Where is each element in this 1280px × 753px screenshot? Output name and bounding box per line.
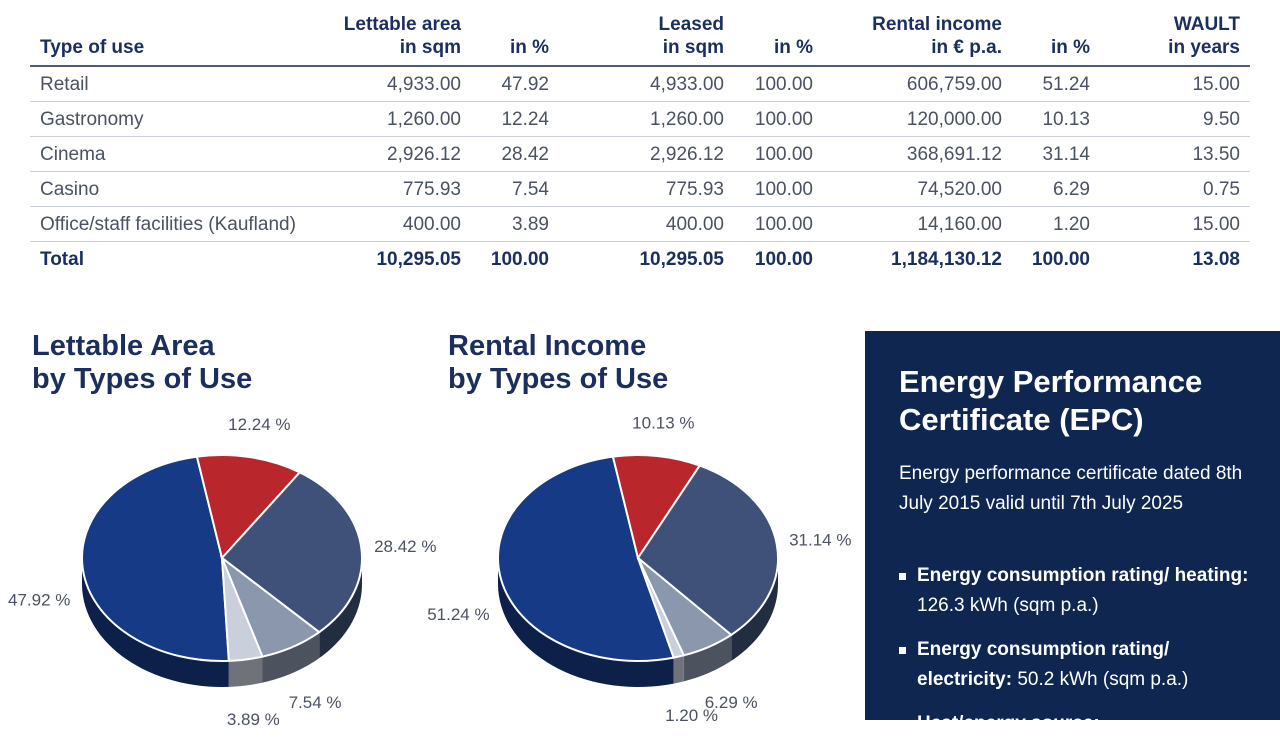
cell-rental-income: 14,160.00: [917, 214, 1002, 235]
header-wault-line2: in years: [1168, 37, 1240, 58]
cell-lettable-area: 10,295.05: [376, 249, 461, 270]
table-row: [30, 172, 1250, 207]
cell-wault: 0.75: [1203, 179, 1240, 200]
tenancy-table: [30, 14, 1250, 277]
header-rental-income-line1: Rental income: [872, 14, 1002, 35]
epc-panel: [865, 331, 1280, 734]
epc-item-electricity: [899, 635, 1269, 695]
cell-leased-pct: 100.00: [754, 109, 813, 130]
cell-leased: 775.93: [665, 179, 724, 200]
cell-leased-pct: 100.00: [754, 214, 813, 235]
epc-item-electricity-value: 50.2 kWh (sqm p.a.): [1017, 669, 1189, 690]
cell-income-pct: 100.00: [1031, 249, 1090, 270]
table-row: [30, 137, 1250, 172]
pie-side-office: [674, 655, 684, 683]
pie-label-retail: 47.92 %: [8, 590, 71, 610]
cell-area-pct: 12.24: [501, 109, 549, 130]
epc-title-line2: Certificate (EPC): [899, 402, 1144, 437]
cell-wault: 13.08: [1192, 249, 1240, 270]
cell-leased: 2,926.12: [650, 144, 724, 165]
header-lettable-area-line2: in sqm: [399, 37, 461, 58]
header-wault: [1168, 13, 1240, 59]
cell-leased: 1,260.00: [650, 109, 724, 130]
epc-intro: Energy performance certificate dated 8th July 2015 valid until 7th July 2025: [899, 463, 1243, 514]
cell-leased: 4,933.00: [650, 74, 724, 95]
epc-item-heating-label: Energy consumption rating/ heating:: [917, 565, 1249, 586]
header-leased: [659, 13, 724, 59]
epc-item-heating: [899, 561, 1269, 621]
cell-area-pct: 100.00: [490, 249, 549, 270]
cell-type: Gastronomy: [40, 109, 144, 130]
cell-area-pct: 3.89: [512, 214, 549, 235]
header-area-pct: in %: [509, 37, 549, 58]
cell-lettable-area: 4,933.00: [387, 74, 461, 95]
chart-title-rental-income-line2: by Types of Use: [448, 363, 669, 395]
cell-area-pct: 47.92: [501, 74, 549, 95]
cell-rental-income: 120,000.00: [906, 109, 1002, 130]
epc-list: [899, 561, 1269, 753]
cell-area-pct: 7.54: [512, 179, 549, 200]
epc-title: [899, 363, 1202, 439]
cell-leased-pct: 100.00: [754, 144, 813, 165]
cell-wault: 9.50: [1203, 109, 1240, 130]
cell-income-pct: 51.24: [1042, 74, 1090, 95]
cell-rental-income: 606,759.00: [906, 74, 1002, 95]
chart-title-rental-income-line1: Rental Income: [448, 330, 647, 362]
cell-wault: 15.00: [1192, 74, 1240, 95]
cell-type: Casino: [40, 179, 100, 200]
header-lettable-area-line1: Lettable area: [343, 14, 461, 35]
header-leased-line1: Leased: [658, 14, 724, 35]
epc-item-heating-value: 126.3 kWh (sqm p.a.): [917, 595, 1099, 616]
header-rental-income: [872, 13, 1002, 59]
header-wault-line1: WAULT: [1173, 14, 1240, 35]
pie-label-gastronomy: 10.13 %: [632, 413, 695, 433]
cell-rental-income: 368,691.12: [906, 144, 1002, 165]
cell-rental-income: 1,184,130.12: [891, 249, 1002, 270]
table-row: [30, 67, 1250, 102]
header-income-pct: in %: [1050, 37, 1090, 58]
table-row: [30, 207, 1250, 242]
cell-lettable-area: 775.93: [402, 179, 461, 200]
pie-label-gastronomy: 12.24 %: [228, 414, 291, 434]
pie-label-cinema: 28.42 %: [374, 536, 437, 556]
cell-income-pct: 10.13: [1042, 109, 1090, 130]
pie-label-cinema: 31.14 %: [789, 530, 852, 550]
cell-income-pct: 1.20: [1053, 214, 1090, 235]
cell-rental-income: 74,520.00: [917, 179, 1002, 200]
epc-item-electricity-label: Energy consumption rating/ electricity:: [917, 639, 1170, 690]
cell-leased: 400.00: [665, 214, 724, 235]
header-leased-pct: in %: [773, 37, 813, 58]
cell-lettable-area: 400.00: [402, 214, 461, 235]
epc-item-heat-source-label: Heat/energy source:: [917, 713, 1100, 734]
chart-title-lettable-area-line1: Lettable Area: [32, 330, 215, 362]
table-row: [30, 102, 1250, 137]
cell-wault: 13.50: [1192, 144, 1240, 165]
pie-label-casino: 7.54 %: [288, 693, 342, 713]
cell-type: Cinema: [40, 144, 106, 165]
table-header: [30, 14, 1250, 67]
cell-leased-pct: 100.00: [754, 249, 813, 270]
cell-lettable-area: 2,926.12: [387, 144, 461, 165]
pie-label-casino: 6.29 %: [704, 693, 758, 713]
header-type-of-use: Type of use: [40, 37, 145, 58]
pie-slices: [498, 455, 778, 661]
cell-leased: 10,295.05: [639, 249, 724, 270]
header-rental-income-line2: in € p.a.: [931, 37, 1002, 58]
cell-type: Retail: [40, 74, 89, 95]
cell-wault: 15.00: [1192, 214, 1240, 235]
lettable-area-pie-chart: [8, 410, 437, 729]
epc-title-line1: Energy Performance: [899, 364, 1203, 399]
header-leased-line2: in sqm: [662, 37, 724, 58]
chart-title-lettable-area-line2: by Types of Use: [32, 363, 253, 395]
pie-label-retail: 51.24 %: [427, 604, 490, 624]
chart-title-rental-income: [448, 330, 668, 396]
pie-label-office: 3.89 %: [226, 709, 280, 729]
pie-label-office: 1.20 %: [665, 706, 719, 726]
cell-leased-pct: 100.00: [754, 179, 813, 200]
cell-income-pct: 6.29: [1053, 179, 1090, 200]
cell-income-pct: 31.14: [1042, 144, 1090, 165]
chart-title-lettable-area: [32, 330, 252, 396]
table-body: [30, 67, 1250, 277]
cell-lettable-area: 1,260.00: [387, 109, 461, 130]
cell-type: Total: [40, 249, 84, 270]
table-total-row: [30, 242, 1250, 277]
pie-slices: [82, 455, 362, 661]
cell-area-pct: 28.42: [501, 144, 549, 165]
epc-item-heat-source: [899, 709, 1269, 739]
header-lettable-area: [344, 13, 461, 59]
rental-income-pie-chart: [426, 410, 852, 726]
cell-leased-pct: 100.00: [754, 74, 813, 95]
cell-type: Office/staff facilities (Kaufland): [40, 214, 296, 235]
